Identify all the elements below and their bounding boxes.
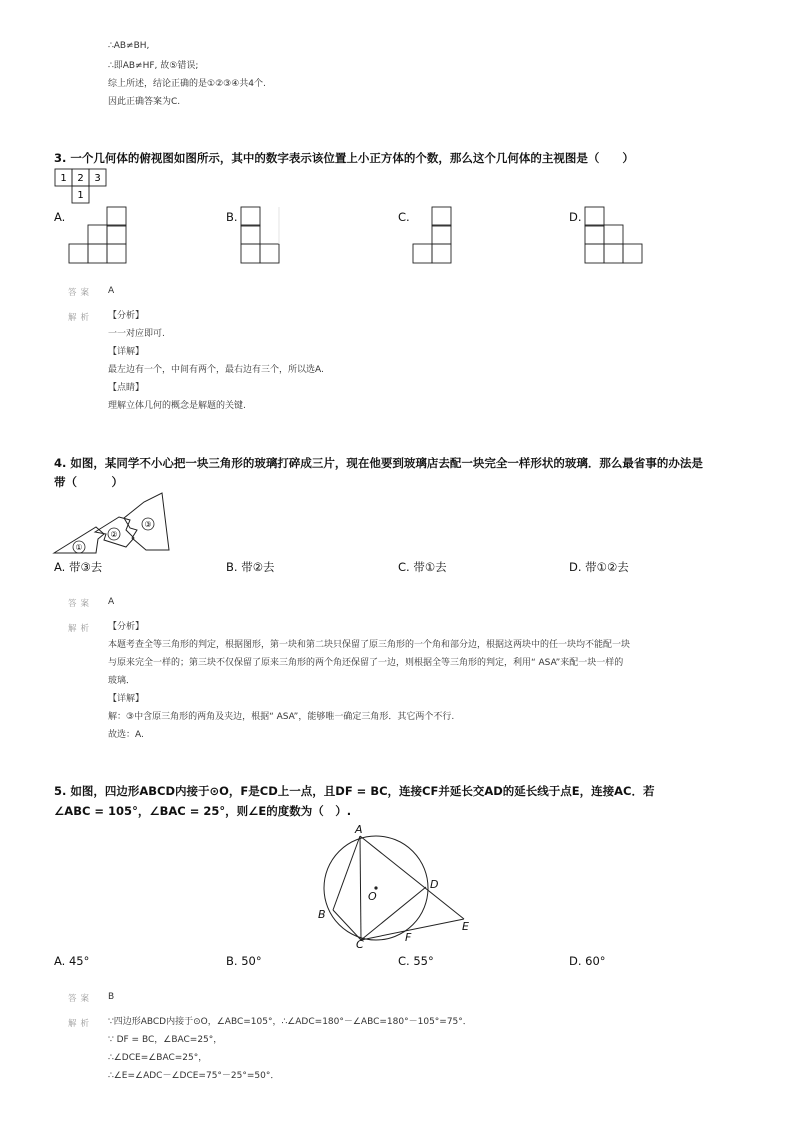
q3-grid-cell: 1 [60,173,67,184]
q4-stem-line-1: 4. 如图，某同学不小心把一块三角形的玻璃打碎成三片，现在他要到玻璃店去配一块完全一样形状的玻璃．那么最省事的办法是 [54,456,703,470]
q3-grid-cell: 1 [77,190,84,201]
q4-analysis-line: 【分析】 [108,622,145,632]
segment-ac [360,836,361,940]
q4-option-a[interactable]: A. 带③去 [54,560,103,574]
q5-stem-line-1: 5. 如图，四边形ABCD内接于⊙O，F是CD上一点，且DF = BC，连接CF并延长交AD的延长线于点E，连接AC．若 [54,784,655,798]
q4-answer: A [108,597,115,607]
q3-analysis-line: 一一对应即可. [108,329,165,339]
point-label-o: O [368,890,377,903]
point-label-e: E [462,920,469,933]
prev-line-3: 综上所述，结论正确的是①②③④共4个. [108,79,266,89]
prev-line-1: ∴AB≠BH, [108,41,150,51]
segment-ae [360,836,464,919]
q3-analysis-line: 【详解】 [108,347,145,357]
q3-stem: 3. 一个几何体的俯视图如图所示，其中的数字表示该位置上小正方体的个数，那么这个几何体的主视图是（ ） [54,151,634,165]
q4-analysis-label: 解析 [68,624,94,634]
q3-analysis-line: 【点睛】 [108,383,145,393]
q5-option-c[interactable]: C. 55° [398,954,434,968]
q3-option-a-figure[interactable] [68,206,128,264]
q3-analysis-line: 理解立体几何的概念是解题的关键. [108,401,246,411]
q5-option-d[interactable]: D. 60° [569,954,606,968]
q3-top-view-grid [54,168,114,206]
point-label-a: A [355,823,363,836]
q5-analysis-line: ∵ DF = BC，∠BAC=25°， [108,1035,223,1045]
q4-option-d[interactable]: D. 带①②去 [569,560,629,574]
q5-option-b[interactable]: B. 50° [226,954,262,968]
q5-stem-line-2: ∠ABC = 105°，∠BAC = 25°，则∠E的度数为（ ）. [54,804,352,818]
point-label-d: D [430,878,439,891]
q3-option-b-figure[interactable] [240,206,282,264]
q4-option-b[interactable]: B. 带②去 [226,560,275,574]
segment-ce [361,919,464,940]
q4-analysis-line: 解：③中含原三角形的两角及夹边，根据“ ASA”，能够唯一确定三角形．其它两个不行. [108,712,455,722]
q4-analysis-line: 【详解】 [108,694,145,704]
q3-option-a-label: A. [54,210,66,224]
q3-option-d-figure[interactable] [584,206,644,264]
q5-circle-figure [310,822,480,948]
q3-option-b-label: B. [226,210,238,224]
q3-option-c-figure[interactable] [412,206,454,264]
q5-analysis-label: 解析 [68,1019,94,1029]
q4-analysis-line: 玻璃． [108,676,136,686]
segment-bc [333,910,361,940]
q3-option-d-label: D. [569,210,582,224]
q3-analysis-line: 【分析】 [108,311,145,321]
q5-analysis-line: ∵四边形ABCD内接于⊙O，∠ABC=105°，∴∠ADC=180°－∠ABC=180°－105°=75°． [108,1017,472,1027]
q5-answer-label: 答案 [68,994,94,1004]
q5-analysis-line: ∴∠E=∠ADC－∠DCE=75°－25°=50°． [108,1071,280,1081]
q3-analysis-label: 解析 [68,313,94,323]
q5-option-a[interactable]: A. 45° [54,954,90,968]
point-label-b: B [318,908,326,921]
q3-answer: A [108,286,115,296]
q3-answer-label: 答案 [68,288,94,298]
q3-analysis-line: 最左边有一个，中间有两个，最右边有三个，所以选A. [108,365,324,375]
glass-piece-label: ② [110,530,118,539]
prev-line-2: ∴即AB≠HF, 故⑤错误; [108,61,199,71]
q4-broken-glass-figure [52,490,170,556]
q4-analysis-line: 故选：A. [108,730,144,740]
q3-grid-cell: 2 [77,173,84,184]
q4-option-c[interactable]: C. 带①去 [398,560,447,574]
point-label-f: F [405,931,412,944]
segment-ab [333,836,360,910]
q4-answer-label: 答案 [68,599,94,609]
q4-analysis-line: 本题考查全等三角形的判定，根据图形，第一块和第二块只保留了原三角形的一个角和部分边，根据这两块中的任一块均不能配一块 [108,640,631,650]
prev-line-4: 因此正确答案为C. [108,97,181,107]
q4-analysis-line: 与原来完全一样的；第三块不仅保留了原来三角形的两个角还保留了一边，则根据全等三角形的判定，利用“ ASA”来配一块一样的 [108,658,624,668]
q3-grid-cell: 3 [94,173,101,184]
glass-piece-label: ① [75,543,83,552]
q4-stem-line-2: 带（ ） [54,475,123,489]
q5-analysis-line: ∴∠DCE=∠BAC=25°， [108,1053,208,1063]
q5-answer: B [108,992,115,1002]
glass-piece-label: ③ [144,520,152,529]
point-label-c: C [356,938,364,948]
q3-option-c-label: C. [398,210,410,224]
